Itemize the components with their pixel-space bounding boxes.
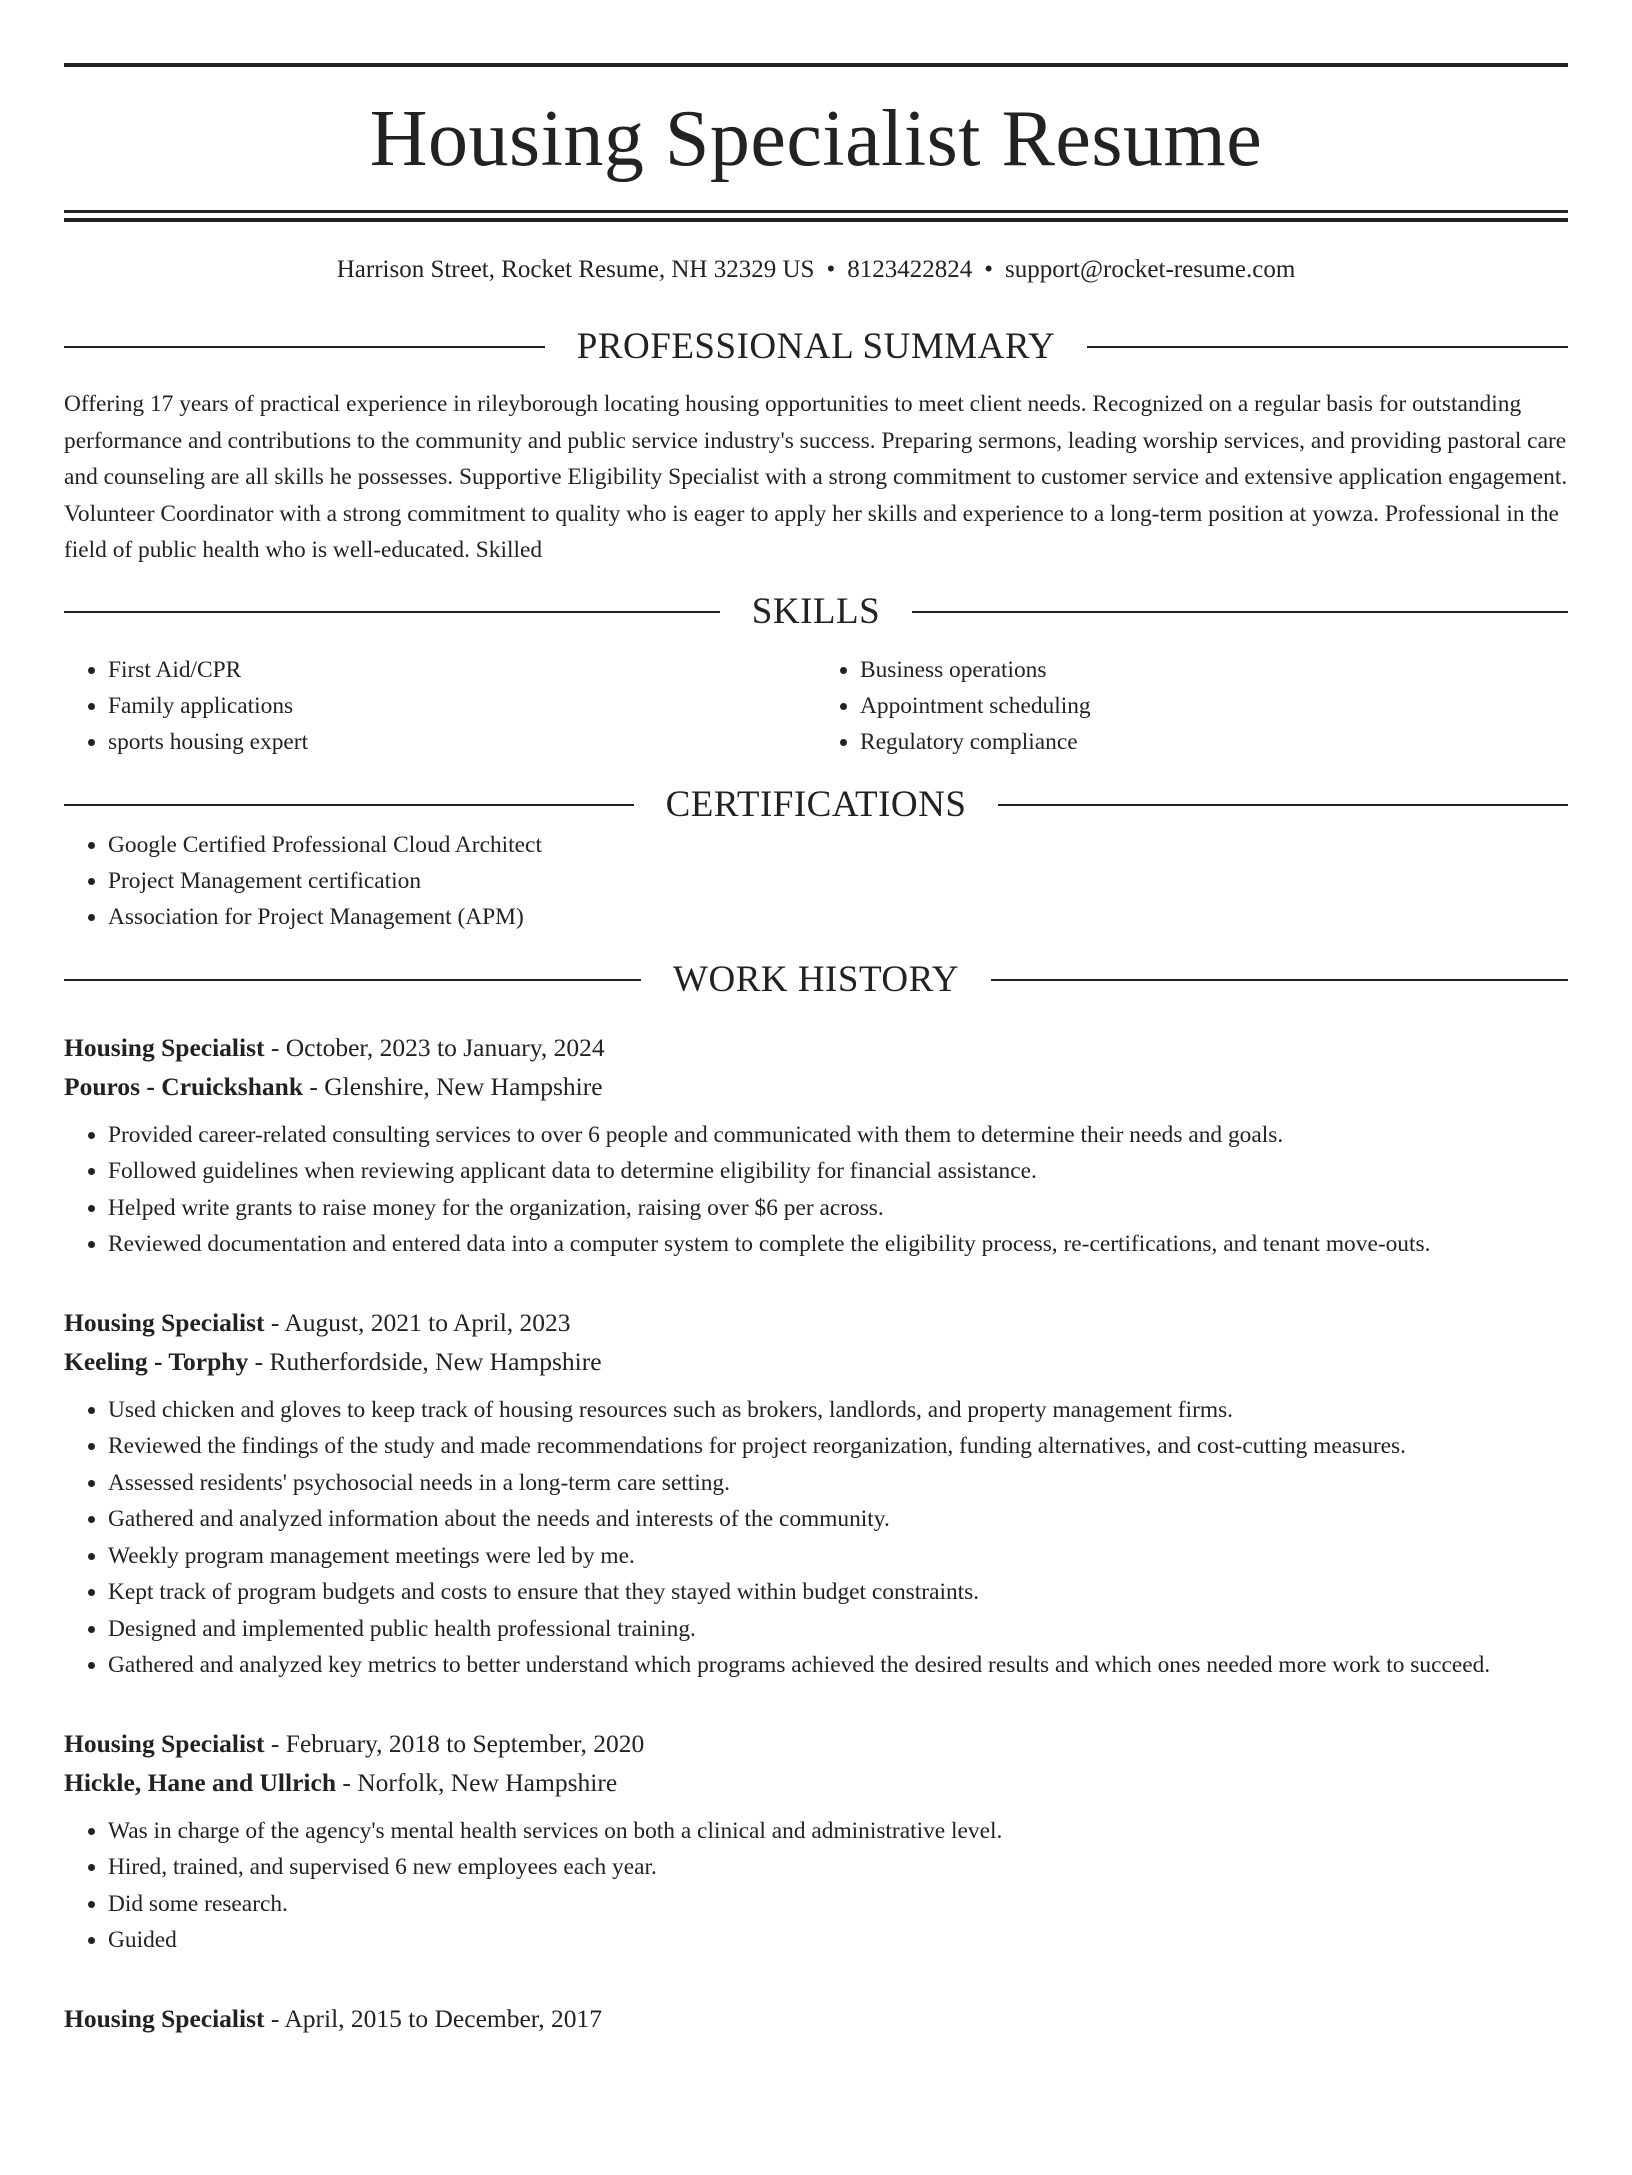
skills-list-left xyxy=(64,652,816,760)
resume-page xyxy=(0,63,1632,2175)
skill-item: • sports housing expert xyxy=(108,724,816,760)
job-bullet: • Designed and implemented public health professional training. xyxy=(108,1611,1568,1648)
job-bullet: • Assessed residents' psychosocial needs in a long-term care setting. xyxy=(108,1465,1568,1502)
job-bullet: • Used chicken and gloves to keep track of housing resources such as brokers, landlords, and property management firms. xyxy=(108,1392,1568,1429)
contact-email: support@rocket-resume.com xyxy=(1004,256,1296,283)
section-rule xyxy=(64,979,641,981)
section-title-skills: SKILLS xyxy=(751,590,881,632)
job-company: Pouros - Cruickshank xyxy=(64,1071,304,1101)
job-title-line xyxy=(64,1724,1568,1763)
job-location: - Rutherfordside, New Hampshire xyxy=(248,1346,602,1376)
job-company: Hickle, Hane and Ullrich xyxy=(64,1767,337,1797)
skill-item: • Regulatory compliance xyxy=(860,724,1568,760)
section-rule xyxy=(64,346,545,348)
section-rule xyxy=(912,611,1568,613)
skill-item: • Business operations xyxy=(860,652,1568,688)
job-bullet: • Gathered and analyzed information about the needs and interests of the community. xyxy=(108,1501,1568,1538)
certification-item: • Google Certified Professional Cloud Architect xyxy=(108,827,1568,863)
certification-item: • Association for Project Management (APM) xyxy=(108,899,1568,935)
job-entry xyxy=(64,1999,1568,2038)
job-bullet: • Gathered and analyzed key metrics to better understand which programs achieved the desired results and which ones needed more work to succeed. xyxy=(108,1647,1568,1684)
section-title-summary: PROFESSIONAL SUMMARY xyxy=(576,326,1056,367)
section-rule xyxy=(991,979,1568,981)
job-bullets xyxy=(64,1392,1568,1684)
job-bullet: • Did some research. xyxy=(108,1886,1568,1923)
section-rule xyxy=(64,611,720,613)
job-bullet: • Weekly program management meetings were led by me. xyxy=(108,1538,1568,1575)
skill-item: • Appointment scheduling xyxy=(860,688,1568,724)
contact-separator: • xyxy=(984,256,993,283)
job-dates: - April, 2015 to December, 2017 xyxy=(264,2003,603,2033)
certification-item: • Project Management certification xyxy=(108,863,1568,899)
job-title-line xyxy=(64,1028,1568,1067)
job-bullet: • Reviewed documentation and entered data into a computer system to complete the eligibility process, re-certifications, and tenant move-outs. xyxy=(108,1226,1568,1263)
section-header-skills xyxy=(64,590,1568,634)
job-entry xyxy=(64,1028,1568,1263)
skills-list-right xyxy=(816,652,1568,760)
job-title: Housing Specialist xyxy=(64,1728,265,1758)
job-title-line xyxy=(64,1999,1568,2038)
resume-title: Housing Specialist Resume xyxy=(369,95,1263,183)
job-entry xyxy=(64,1724,1568,1959)
section-title-work-history: WORK HISTORY xyxy=(673,958,959,1000)
job-dates: - February, 2018 to September, 2020 xyxy=(264,1728,645,1758)
job-company-line xyxy=(64,1763,1568,1802)
job-company: Keeling - Torphy xyxy=(64,1346,249,1376)
job-bullets xyxy=(64,1813,1568,1959)
summary-text: Offering 17 years of practical experience in rileyborough locating housing opportunities to meet client needs. Recognized on a regular basis for outstanding performance and contributions to the community and public service industry's success. Preparing sermons, leading worship services, and providing pastoral care and counseling are all skills he possesses. Supportive Eligibility Specialist with a strong commitment to customer service and extensive application engagement. Volunteer Coordinator with a strong commitment to quality who is eager to apply her skills and experience to a long-term position at yowza. Professional in the field of public health who is well-educated. Skilled xyxy=(64,391,1568,563)
job-bullet: • Kept track of program budgets and costs to ensure that they stayed within budget constraints. xyxy=(108,1574,1568,1611)
job-bullet: • Followed guidelines when reviewing applicant data to determine eligibility for financial assistance. xyxy=(108,1153,1568,1190)
job-location: - Norfolk, New Hampshire xyxy=(336,1767,618,1797)
job-title-line xyxy=(64,1303,1568,1342)
section-rule xyxy=(998,804,1568,806)
section-title-certifications: CERTIFICATIONS xyxy=(665,783,967,825)
section-header-work-history xyxy=(64,958,1568,1002)
job-bullet: • Was in charge of the agency's mental health services on both a clinical and administrative level. xyxy=(108,1813,1568,1850)
skills-grid xyxy=(64,652,1568,760)
contact-line xyxy=(64,254,1568,286)
title-double-rule xyxy=(64,210,1568,222)
job-location: - Glenshire, New Hampshire xyxy=(303,1071,603,1101)
contact-separator: • xyxy=(826,256,836,283)
job-company-line xyxy=(64,1342,1568,1381)
contact-address: Harrison Street, Rocket Resume, NH 32329 US xyxy=(336,256,815,283)
top-rule xyxy=(64,63,1568,67)
job-entry xyxy=(64,1303,1568,1684)
job-title: Housing Specialist xyxy=(64,1032,265,1062)
certifications-list xyxy=(64,827,1568,935)
section-header-summary xyxy=(64,325,1568,369)
skill-item: • Family applications xyxy=(108,688,816,724)
job-bullet: • Helped write grants to raise money for the organization, raising over $6 per across. xyxy=(108,1190,1568,1227)
job-bullet: • Guided xyxy=(108,1922,1568,1959)
job-title: Housing Specialist xyxy=(64,2003,265,2033)
contact-phone: 8123422824 xyxy=(847,256,973,283)
job-dates: - October, 2023 to January, 2024 xyxy=(264,1032,605,1062)
job-dates: - August, 2021 to April, 2023 xyxy=(264,1307,571,1337)
section-rule xyxy=(1087,346,1568,348)
section-rule xyxy=(64,804,634,806)
job-bullet: • Reviewed the findings of the study and made recommendations for project reorganization, funding alternatives, and cost-cutting measures. xyxy=(108,1428,1568,1465)
job-bullets xyxy=(64,1117,1568,1263)
job-title: Housing Specialist xyxy=(64,1307,265,1337)
section-header-certifications xyxy=(64,783,1568,827)
skill-item: • First Aid/CPR xyxy=(108,652,816,688)
job-bullet: • Provided career-related consulting services to over 6 people and communicated with them to determine their needs and goals. xyxy=(108,1117,1568,1154)
job-company-line xyxy=(64,1067,1568,1106)
job-bullet: • Hired, trained, and supervised 6 new employees each year. xyxy=(108,1849,1568,1886)
